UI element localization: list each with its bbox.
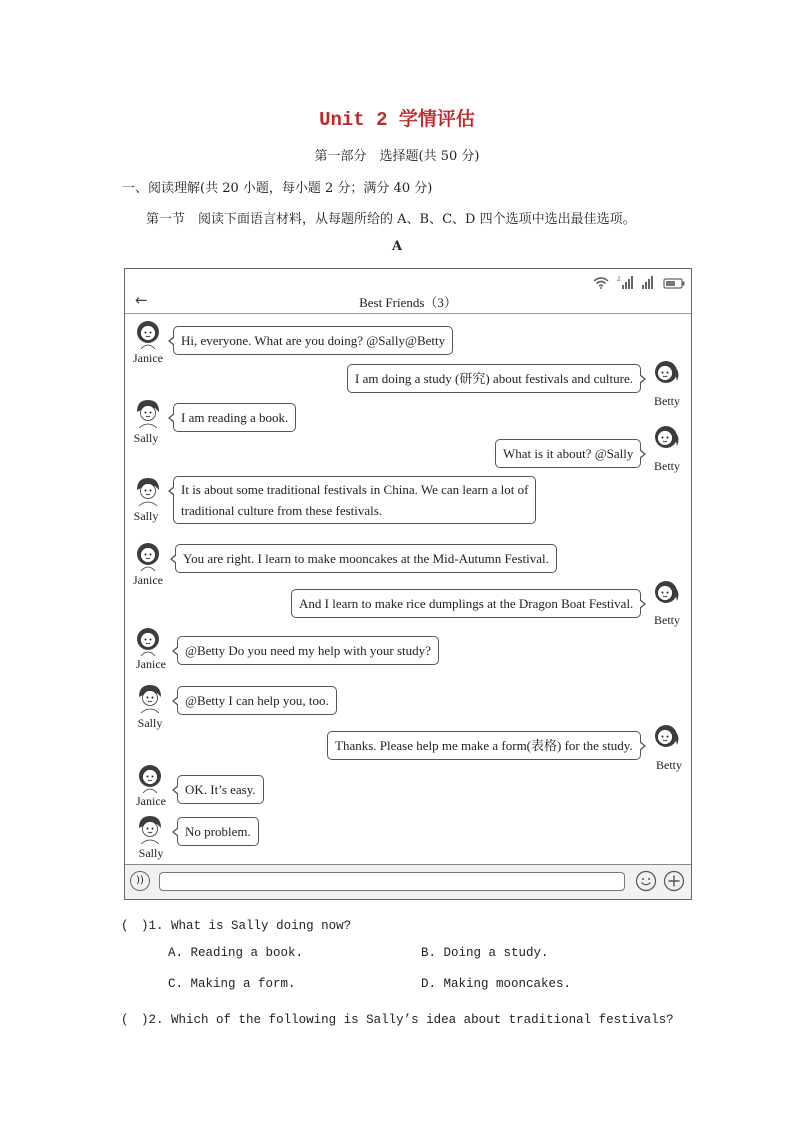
option-letter: D. [421,977,437,991]
message-bubble: No problem. [177,817,259,846]
sender-name: Janice [136,657,166,671]
avatar [131,319,165,349]
arrow-left-icon[interactable]: ← [135,291,148,309]
avatar [649,359,683,389]
sender-name: Betty [654,459,680,473]
avatar [649,723,683,753]
subsection-instruction: 第一节 阅读下面语言材料，从每题所给的 A、B、C、D 四个选项中选出最佳选项。 [146,212,636,227]
option-d[interactable] [421,977,571,991]
svg-text:2: 2 [617,276,621,283]
part-heading: 第一部分 选择题(共 50 分) [314,149,480,164]
question-1 [121,915,351,933]
option-text: Doing a study. [443,946,549,960]
option-b[interactable] [421,946,549,960]
status-bar [593,273,685,289]
sender-name: Betty [656,758,682,772]
section-heading: 一、阅读理解(共 20 小题，每小题 2 分；满分 40 分) [122,181,433,196]
answer-bracket[interactable]: ( ) [121,1013,149,1027]
option-text: Making mooncakes. [443,977,572,991]
chat-messages [125,314,691,866]
message-bubble: What is it about? @Sally [495,439,641,468]
option-text: Reading a book. [190,946,304,960]
voice-icon[interactable]: )) [130,871,150,891]
avatar [649,424,683,454]
avatar [131,476,165,506]
passage-label: A [391,239,403,254]
question-stem: What is Sally doing now? [171,919,352,933]
question-stem: Which of the following is Sally’s idea about traditional festivals? [171,1013,674,1027]
message-bubble: @Betty I can help you, too. [177,686,337,715]
question-number: 2. [148,1013,164,1027]
avatar [133,763,167,793]
option-letter: B. [421,946,437,960]
avatar [131,398,165,428]
message-bubble: I am reading a book. [173,403,296,432]
avatar [133,814,167,844]
page-title: Unit 2 学情评估 [319,109,475,131]
message-bubble: Thanks. Please help me make a form(表格) for the study. [327,731,641,760]
chat-input-bar [125,864,691,899]
question-2 [121,1009,674,1027]
sender-name: Janice [136,794,166,808]
plus-icon[interactable] [663,870,685,892]
message-bubble: Hi, everyone. What are you doing? @Sally@Betty [173,326,453,355]
sender-name: Sally [133,509,159,523]
message-bubble: You are right. I learn to make mooncakes at the Mid-Autumn Festival. [175,544,557,573]
message-line: It is about some traditional festivals in China. We can learn a lot of [181,482,529,497]
signal-2g-icon [617,275,633,289]
sender-name: Janice [133,351,163,365]
avatar [649,579,683,609]
message-bubble [173,476,536,524]
wifi-icon [593,277,609,289]
option-text: Making a form. [190,977,296,991]
avatar [131,541,165,571]
answer-bracket[interactable]: ( ) [121,919,149,933]
avatar [131,626,165,656]
message-input[interactable] [159,872,625,891]
option-letter: C. [168,977,184,991]
option-c[interactable] [168,977,296,991]
chat-header [125,289,691,314]
chat-title: Best Friends（3） [359,295,457,310]
avatar [133,683,167,713]
message-bubble: @Betty Do you need my help with your study? [177,636,439,665]
sender-name: Betty [654,613,680,627]
battery-icon [663,277,685,289]
message-line: traditional culture from these festivals. [181,503,383,518]
question-number: 1. [148,919,164,933]
sender-name: Sally [138,846,164,860]
emoji-icon[interactable] [635,870,657,892]
sender-name: Sally [137,716,163,730]
sender-name: Sally [133,431,159,445]
option-letter: A. [168,946,184,960]
message-bubble: I am doing a study (研究) about festivals and culture. [347,364,641,393]
message-bubble: OK. It’s easy. [177,775,264,804]
sender-name: Betty [654,394,680,408]
sender-name: Janice [133,573,163,587]
message-bubble: And I learn to make rice dumplings at the Dragon Boat Festival. [291,589,641,618]
signal-icon [641,275,655,289]
option-a[interactable] [168,946,303,960]
chat-screenshot [124,268,692,900]
